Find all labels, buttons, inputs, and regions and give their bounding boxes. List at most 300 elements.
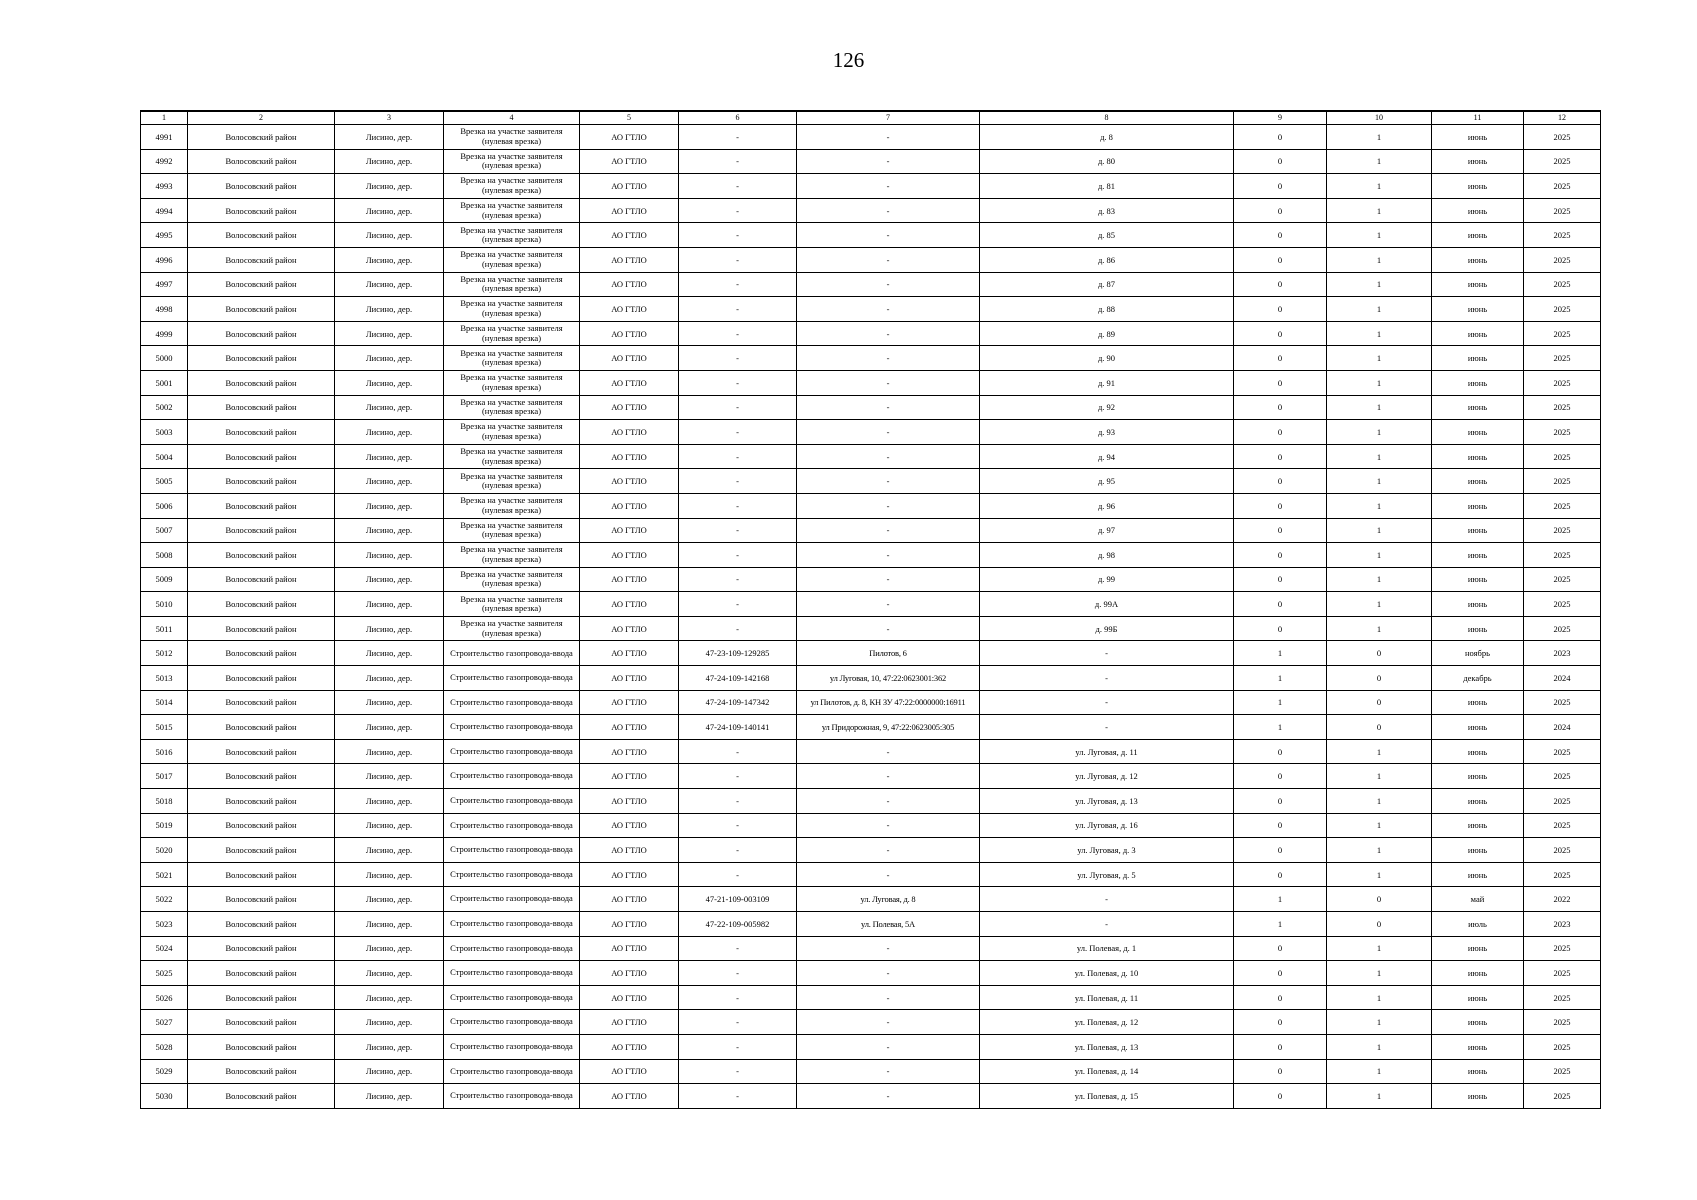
locality-cell: Лисино, дер. bbox=[335, 1010, 444, 1035]
table-row bbox=[141, 395, 1601, 420]
district-cell: Волосовский район bbox=[188, 567, 335, 592]
year-cell: 2025 bbox=[1524, 125, 1601, 150]
address-cell: ул. Луговая, д. 8 bbox=[797, 887, 980, 912]
district-cell: Волосовский район bbox=[188, 370, 335, 395]
table-row bbox=[141, 247, 1601, 272]
work-type-cell: Строительство газопровода-ввода bbox=[444, 1059, 580, 1084]
district-cell: Волосовский район bbox=[188, 469, 335, 494]
application-number-cell: - bbox=[679, 1010, 797, 1035]
year-cell: 2025 bbox=[1524, 370, 1601, 395]
column-9-cell: 0 bbox=[1234, 764, 1327, 789]
house-cell: д. 96 bbox=[980, 493, 1234, 518]
organization-cell: АО ГТЛО bbox=[580, 912, 679, 937]
house-cell: ул. Луговая, д. 5 bbox=[980, 862, 1234, 887]
organization-cell: АО ГТЛО bbox=[580, 247, 679, 272]
table-row bbox=[141, 125, 1601, 150]
locality-cell: Лисино, дер. bbox=[335, 912, 444, 937]
organization-cell: АО ГТЛО bbox=[580, 1010, 679, 1035]
column-9-cell: 0 bbox=[1234, 592, 1327, 617]
district-cell: Волосовский район bbox=[188, 198, 335, 223]
column-10-cell: 1 bbox=[1327, 543, 1432, 568]
application-number-cell: 47-22-109-005982 bbox=[679, 912, 797, 937]
column-9-cell: 0 bbox=[1234, 813, 1327, 838]
address-cell: - bbox=[797, 272, 980, 297]
application-number-cell: - bbox=[679, 198, 797, 223]
district-cell: Волосовский район bbox=[188, 641, 335, 666]
month-cell: июнь bbox=[1432, 518, 1524, 543]
locality-cell: Лисино, дер. bbox=[335, 223, 444, 248]
work-type-cell: Врезка на участке заявителя (нулевая врезка) bbox=[444, 297, 580, 322]
column-9-cell: 0 bbox=[1234, 1059, 1327, 1084]
year-cell: 2025 bbox=[1524, 961, 1601, 986]
month-cell: июнь bbox=[1432, 174, 1524, 199]
year-cell: 2025 bbox=[1524, 838, 1601, 863]
district-cell: Волосовский район bbox=[188, 936, 335, 961]
district-cell: Волосовский район bbox=[188, 272, 335, 297]
organization-cell: АО ГТЛО bbox=[580, 838, 679, 863]
house-cell: - bbox=[980, 690, 1234, 715]
application-number-cell: - bbox=[679, 297, 797, 322]
year-cell: 2025 bbox=[1524, 272, 1601, 297]
locality-cell: Лисино, дер. bbox=[335, 444, 444, 469]
work-type-cell: Строительство газопровода-ввода bbox=[444, 789, 580, 814]
application-number-cell: 47-24-109-147342 bbox=[679, 690, 797, 715]
district-cell: Волосовский район bbox=[188, 813, 335, 838]
application-number-cell: - bbox=[679, 592, 797, 617]
row-number-cell: 5009 bbox=[141, 567, 188, 592]
work-type-cell: Врезка на участке заявителя (нулевая врезка) bbox=[444, 272, 580, 297]
locality-cell: Лисино, дер. bbox=[335, 272, 444, 297]
work-type-cell: Строительство газопровода-ввода bbox=[444, 887, 580, 912]
year-cell: 2023 bbox=[1524, 641, 1601, 666]
column-9-cell: 0 bbox=[1234, 862, 1327, 887]
house-cell: д. 8 bbox=[980, 125, 1234, 150]
table-row bbox=[141, 297, 1601, 322]
organization-cell: АО ГТЛО bbox=[580, 1034, 679, 1059]
organization-cell: АО ГТЛО bbox=[580, 420, 679, 445]
year-cell: 2025 bbox=[1524, 149, 1601, 174]
row-number-cell: 4992 bbox=[141, 149, 188, 174]
column-10-cell: 0 bbox=[1327, 641, 1432, 666]
year-cell: 2025 bbox=[1524, 518, 1601, 543]
column-9-cell: 0 bbox=[1234, 198, 1327, 223]
work-type-cell: Врезка на участке заявителя (нулевая врезка) bbox=[444, 149, 580, 174]
locality-cell: Лисино, дер. bbox=[335, 125, 444, 150]
year-cell: 2025 bbox=[1524, 592, 1601, 617]
district-cell: Волосовский район bbox=[188, 715, 335, 740]
address-cell: - bbox=[797, 247, 980, 272]
work-type-cell: Строительство газопровода-ввода bbox=[444, 690, 580, 715]
organization-cell: АО ГТЛО bbox=[580, 764, 679, 789]
application-number-cell: 47-24-109-142168 bbox=[679, 666, 797, 691]
application-number-cell: 47-23-109-129285 bbox=[679, 641, 797, 666]
column-9-cell: 0 bbox=[1234, 395, 1327, 420]
application-number-cell: - bbox=[679, 936, 797, 961]
application-number-cell: - bbox=[679, 321, 797, 346]
district-cell: Волосовский район bbox=[188, 985, 335, 1010]
district-cell: Волосовский район bbox=[188, 690, 335, 715]
application-number-cell: - bbox=[679, 223, 797, 248]
table-row bbox=[141, 444, 1601, 469]
locality-cell: Лисино, дер. bbox=[335, 616, 444, 641]
locality-cell: Лисино, дер. bbox=[335, 370, 444, 395]
house-cell: ул. Полевая, д. 14 bbox=[980, 1059, 1234, 1084]
application-number-cell: - bbox=[679, 813, 797, 838]
column-9-cell: 1 bbox=[1234, 690, 1327, 715]
column-10-cell: 1 bbox=[1327, 198, 1432, 223]
house-cell: ул. Луговая, д. 12 bbox=[980, 764, 1234, 789]
table-row bbox=[141, 666, 1601, 691]
organization-cell: АО ГТЛО bbox=[580, 223, 679, 248]
column-header: 7 bbox=[797, 111, 980, 125]
row-number-cell: 5026 bbox=[141, 985, 188, 1010]
table-row bbox=[141, 616, 1601, 641]
application-number-cell: - bbox=[679, 789, 797, 814]
locality-cell: Лисино, дер. bbox=[335, 321, 444, 346]
column-10-cell: 1 bbox=[1327, 469, 1432, 494]
address-cell: - bbox=[797, 936, 980, 961]
address-cell: - bbox=[797, 321, 980, 346]
table-row bbox=[141, 715, 1601, 740]
address-cell: - bbox=[797, 543, 980, 568]
column-header: 8 bbox=[980, 111, 1234, 125]
work-type-cell: Врезка на участке заявителя (нулевая врезка) bbox=[444, 420, 580, 445]
locality-cell: Лисино, дер. bbox=[335, 1034, 444, 1059]
work-type-cell: Строительство газопровода-ввода bbox=[444, 813, 580, 838]
organization-cell: АО ГТЛО bbox=[580, 567, 679, 592]
application-number-cell: - bbox=[679, 370, 797, 395]
row-number-cell: 5013 bbox=[141, 666, 188, 691]
column-9-cell: 1 bbox=[1234, 641, 1327, 666]
table-row bbox=[141, 567, 1601, 592]
house-cell: - bbox=[980, 912, 1234, 937]
work-type-cell: Врезка на участке заявителя (нулевая врезка) bbox=[444, 125, 580, 150]
address-cell: - bbox=[797, 1034, 980, 1059]
month-cell: июнь bbox=[1432, 370, 1524, 395]
address-cell: - bbox=[797, 518, 980, 543]
month-cell: июнь bbox=[1432, 592, 1524, 617]
column-10-cell: 1 bbox=[1327, 592, 1432, 617]
table-row bbox=[141, 493, 1601, 518]
month-cell: июнь bbox=[1432, 567, 1524, 592]
row-number-cell: 5027 bbox=[141, 1010, 188, 1035]
house-cell: д. 93 bbox=[980, 420, 1234, 445]
address-cell: - bbox=[797, 493, 980, 518]
column-10-cell: 1 bbox=[1327, 1084, 1432, 1109]
organization-cell: АО ГТЛО bbox=[580, 543, 679, 568]
column-9-cell: 1 bbox=[1234, 666, 1327, 691]
year-cell: 2025 bbox=[1524, 567, 1601, 592]
row-number-cell: 5023 bbox=[141, 912, 188, 937]
row-number-cell: 5014 bbox=[141, 690, 188, 715]
month-cell: июнь bbox=[1432, 247, 1524, 272]
locality-cell: Лисино, дер. bbox=[335, 789, 444, 814]
row-number-cell: 5019 bbox=[141, 813, 188, 838]
locality-cell: Лисино, дер. bbox=[335, 715, 444, 740]
locality-cell: Лисино, дер. bbox=[335, 198, 444, 223]
year-cell: 2025 bbox=[1524, 420, 1601, 445]
column-header: 12 bbox=[1524, 111, 1601, 125]
month-cell: июнь bbox=[1432, 420, 1524, 445]
column-10-cell: 1 bbox=[1327, 567, 1432, 592]
house-cell: д. 85 bbox=[980, 223, 1234, 248]
organization-cell: АО ГТЛО bbox=[580, 1084, 679, 1109]
locality-cell: Лисино, дер. bbox=[335, 469, 444, 494]
column-header: 4 bbox=[444, 111, 580, 125]
table-row bbox=[141, 1010, 1601, 1035]
district-cell: Волосовский район bbox=[188, 1059, 335, 1084]
work-type-cell: Строительство газопровода-ввода bbox=[444, 838, 580, 863]
column-10-cell: 1 bbox=[1327, 813, 1432, 838]
address-cell: - bbox=[797, 420, 980, 445]
house-cell: д. 87 bbox=[980, 272, 1234, 297]
house-cell: д. 91 bbox=[980, 370, 1234, 395]
month-cell: июнь bbox=[1432, 444, 1524, 469]
address-cell: - bbox=[797, 789, 980, 814]
column-10-cell: 1 bbox=[1327, 174, 1432, 199]
year-cell: 2025 bbox=[1524, 297, 1601, 322]
year-cell: 2025 bbox=[1524, 321, 1601, 346]
work-type-cell: Врезка на участке заявителя (нулевая врезка) bbox=[444, 198, 580, 223]
row-number-cell: 5021 bbox=[141, 862, 188, 887]
application-number-cell: - bbox=[679, 346, 797, 371]
district-cell: Волосовский район bbox=[188, 297, 335, 322]
locality-cell: Лисино, дер. bbox=[335, 739, 444, 764]
month-cell: июнь bbox=[1432, 1034, 1524, 1059]
address-cell: - bbox=[797, 395, 980, 420]
application-number-cell: - bbox=[679, 493, 797, 518]
column-9-cell: 0 bbox=[1234, 125, 1327, 150]
month-cell: июнь bbox=[1432, 469, 1524, 494]
address-cell: - bbox=[797, 567, 980, 592]
column-9-cell: 0 bbox=[1234, 518, 1327, 543]
house-cell: д. 97 bbox=[980, 518, 1234, 543]
work-type-cell: Врезка на участке заявителя (нулевая врезка) bbox=[444, 223, 580, 248]
column-9-cell: 0 bbox=[1234, 223, 1327, 248]
column-10-cell: 1 bbox=[1327, 1010, 1432, 1035]
page-number: 126 bbox=[832, 48, 865, 72]
year-cell: 2025 bbox=[1524, 198, 1601, 223]
table-row bbox=[141, 961, 1601, 986]
work-type-cell: Врезка на участке заявителя (нулевая врезка) bbox=[444, 518, 580, 543]
year-cell: 2025 bbox=[1524, 247, 1601, 272]
locality-cell: Лисино, дер. bbox=[335, 174, 444, 199]
year-cell: 2025 bbox=[1524, 1084, 1601, 1109]
year-cell: 2025 bbox=[1524, 739, 1601, 764]
column-9-cell: 0 bbox=[1234, 1034, 1327, 1059]
address-cell: - bbox=[797, 174, 980, 199]
work-type-cell: Строительство газопровода-ввода bbox=[444, 739, 580, 764]
column-10-cell: 1 bbox=[1327, 223, 1432, 248]
row-number-cell: 5004 bbox=[141, 444, 188, 469]
column-header: 2 bbox=[188, 111, 335, 125]
application-number-cell: 47-24-109-140141 bbox=[679, 715, 797, 740]
work-type-cell: Строительство газопровода-ввода bbox=[444, 715, 580, 740]
month-cell: июнь bbox=[1432, 715, 1524, 740]
month-cell: июнь bbox=[1432, 862, 1524, 887]
house-cell: д. 98 bbox=[980, 543, 1234, 568]
house-cell: ул. Полевая, д. 11 bbox=[980, 985, 1234, 1010]
month-cell: июнь bbox=[1432, 985, 1524, 1010]
month-cell: июнь bbox=[1432, 198, 1524, 223]
table-row bbox=[141, 174, 1601, 199]
organization-cell: АО ГТЛО bbox=[580, 715, 679, 740]
row-number-cell: 5003 bbox=[141, 420, 188, 445]
address-cell: - bbox=[797, 1010, 980, 1035]
house-cell: д. 99 bbox=[980, 567, 1234, 592]
district-cell: Волосовский район bbox=[188, 346, 335, 371]
column-9-cell: 0 bbox=[1234, 149, 1327, 174]
row-number-cell: 4995 bbox=[141, 223, 188, 248]
year-cell: 2024 bbox=[1524, 666, 1601, 691]
district-cell: Волосовский район bbox=[188, 862, 335, 887]
column-10-cell: 1 bbox=[1327, 764, 1432, 789]
house-cell: ул. Луговая, д. 16 bbox=[980, 813, 1234, 838]
application-number-cell: - bbox=[679, 961, 797, 986]
address-cell: - bbox=[797, 198, 980, 223]
column-10-cell: 1 bbox=[1327, 518, 1432, 543]
address-cell: - bbox=[797, 469, 980, 494]
application-number-cell: - bbox=[679, 1034, 797, 1059]
application-number-cell: - bbox=[679, 1084, 797, 1109]
table-row bbox=[141, 813, 1601, 838]
year-cell: 2025 bbox=[1524, 616, 1601, 641]
column-9-cell: 1 bbox=[1234, 887, 1327, 912]
row-number-cell: 4996 bbox=[141, 247, 188, 272]
application-number-cell: - bbox=[679, 739, 797, 764]
house-cell: - bbox=[980, 641, 1234, 666]
table-row bbox=[141, 543, 1601, 568]
table-body bbox=[141, 125, 1601, 1109]
column-9-cell: 0 bbox=[1234, 370, 1327, 395]
table-row bbox=[141, 346, 1601, 371]
address-cell: ул Придорожная, 9, 47:22:0623005:305 bbox=[797, 715, 980, 740]
house-cell: ул. Полевая, д. 13 bbox=[980, 1034, 1234, 1059]
row-number-cell: 5018 bbox=[141, 789, 188, 814]
locality-cell: Лисино, дер. bbox=[335, 666, 444, 691]
address-cell: - bbox=[797, 592, 980, 617]
district-cell: Волосовский район bbox=[188, 321, 335, 346]
column-10-cell: 1 bbox=[1327, 444, 1432, 469]
row-number-cell: 5012 bbox=[141, 641, 188, 666]
work-type-cell: Строительство газопровода-ввода bbox=[444, 961, 580, 986]
column-header: 1 bbox=[141, 111, 188, 125]
column-header: 6 bbox=[679, 111, 797, 125]
year-cell: 2025 bbox=[1524, 813, 1601, 838]
address-cell: - bbox=[797, 838, 980, 863]
organization-cell: АО ГТЛО bbox=[580, 739, 679, 764]
work-type-cell: Строительство газопровода-ввода bbox=[444, 1010, 580, 1035]
column-10-cell: 1 bbox=[1327, 149, 1432, 174]
month-cell: июнь bbox=[1432, 1059, 1524, 1084]
column-9-cell: 0 bbox=[1234, 420, 1327, 445]
month-cell: июнь bbox=[1432, 1010, 1524, 1035]
column-10-cell: 1 bbox=[1327, 125, 1432, 150]
work-type-cell: Строительство газопровода-ввода bbox=[444, 1034, 580, 1059]
district-cell: Волосовский район bbox=[188, 764, 335, 789]
organization-cell: АО ГТЛО bbox=[580, 125, 679, 150]
month-cell: июнь bbox=[1432, 813, 1524, 838]
house-cell: ул. Полевая, д. 10 bbox=[980, 961, 1234, 986]
address-cell: - bbox=[797, 297, 980, 322]
organization-cell: АО ГТЛО bbox=[580, 149, 679, 174]
column-9-cell: 0 bbox=[1234, 838, 1327, 863]
row-number-cell: 4999 bbox=[141, 321, 188, 346]
column-9-cell: 0 bbox=[1234, 985, 1327, 1010]
district-cell: Волосовский район bbox=[188, 125, 335, 150]
year-cell: 2022 bbox=[1524, 887, 1601, 912]
column-10-cell: 1 bbox=[1327, 297, 1432, 322]
month-cell: июнь bbox=[1432, 321, 1524, 346]
column-9-cell: 0 bbox=[1234, 444, 1327, 469]
table-row bbox=[141, 518, 1601, 543]
organization-cell: АО ГТЛО bbox=[580, 370, 679, 395]
month-cell: июнь bbox=[1432, 690, 1524, 715]
work-type-cell: Врезка на участке заявителя (нулевая врезка) bbox=[444, 370, 580, 395]
column-10-cell: 1 bbox=[1327, 395, 1432, 420]
house-cell: - bbox=[980, 715, 1234, 740]
application-number-cell: - bbox=[679, 862, 797, 887]
organization-cell: АО ГТЛО bbox=[580, 789, 679, 814]
column-number-row bbox=[141, 111, 1601, 125]
year-cell: 2025 bbox=[1524, 346, 1601, 371]
row-number-cell: 5025 bbox=[141, 961, 188, 986]
year-cell: 2025 bbox=[1524, 1034, 1601, 1059]
month-cell: июнь bbox=[1432, 764, 1524, 789]
column-9-cell: 0 bbox=[1234, 469, 1327, 494]
column-10-cell: 1 bbox=[1327, 346, 1432, 371]
house-cell: ул. Полевая, д. 1 bbox=[980, 936, 1234, 961]
district-cell: Волосовский район bbox=[188, 518, 335, 543]
year-cell: 2025 bbox=[1524, 1010, 1601, 1035]
column-10-cell: 0 bbox=[1327, 912, 1432, 937]
application-number-cell: - bbox=[679, 395, 797, 420]
application-number-cell: - bbox=[679, 985, 797, 1010]
month-cell: июнь bbox=[1432, 543, 1524, 568]
month-cell: июнь bbox=[1432, 838, 1524, 863]
application-number-cell: - bbox=[679, 764, 797, 789]
column-10-cell: 1 bbox=[1327, 493, 1432, 518]
district-cell: Волосовский район bbox=[188, 666, 335, 691]
work-type-cell: Врезка на участке заявителя (нулевая врезка) bbox=[444, 321, 580, 346]
row-number-cell: 5005 bbox=[141, 469, 188, 494]
month-cell: июнь bbox=[1432, 297, 1524, 322]
column-10-cell: 1 bbox=[1327, 985, 1432, 1010]
organization-cell: АО ГТЛО bbox=[580, 444, 679, 469]
table-row bbox=[141, 469, 1601, 494]
house-cell: д. 89 bbox=[980, 321, 1234, 346]
address-cell: - bbox=[797, 444, 980, 469]
work-type-cell: Врезка на участке заявителя (нулевая врезка) bbox=[444, 395, 580, 420]
column-10-cell: 1 bbox=[1327, 321, 1432, 346]
row-number-cell: 5022 bbox=[141, 887, 188, 912]
column-10-cell: 0 bbox=[1327, 715, 1432, 740]
table-header bbox=[141, 111, 1601, 125]
locality-cell: Лисино, дер. bbox=[335, 838, 444, 863]
month-cell: декабрь bbox=[1432, 666, 1524, 691]
application-number-cell: - bbox=[679, 444, 797, 469]
column-10-cell: 1 bbox=[1327, 420, 1432, 445]
locality-cell: Лисино, дер. bbox=[335, 887, 444, 912]
column-10-cell: 0 bbox=[1327, 666, 1432, 691]
district-cell: Волосовский район bbox=[188, 543, 335, 568]
work-type-cell: Строительство газопровода-ввода bbox=[444, 936, 580, 961]
district-cell: Волосовский район bbox=[188, 1034, 335, 1059]
month-cell: июнь bbox=[1432, 346, 1524, 371]
table-row bbox=[141, 690, 1601, 715]
row-number-cell: 5017 bbox=[141, 764, 188, 789]
district-cell: Волосовский район bbox=[188, 1084, 335, 1109]
